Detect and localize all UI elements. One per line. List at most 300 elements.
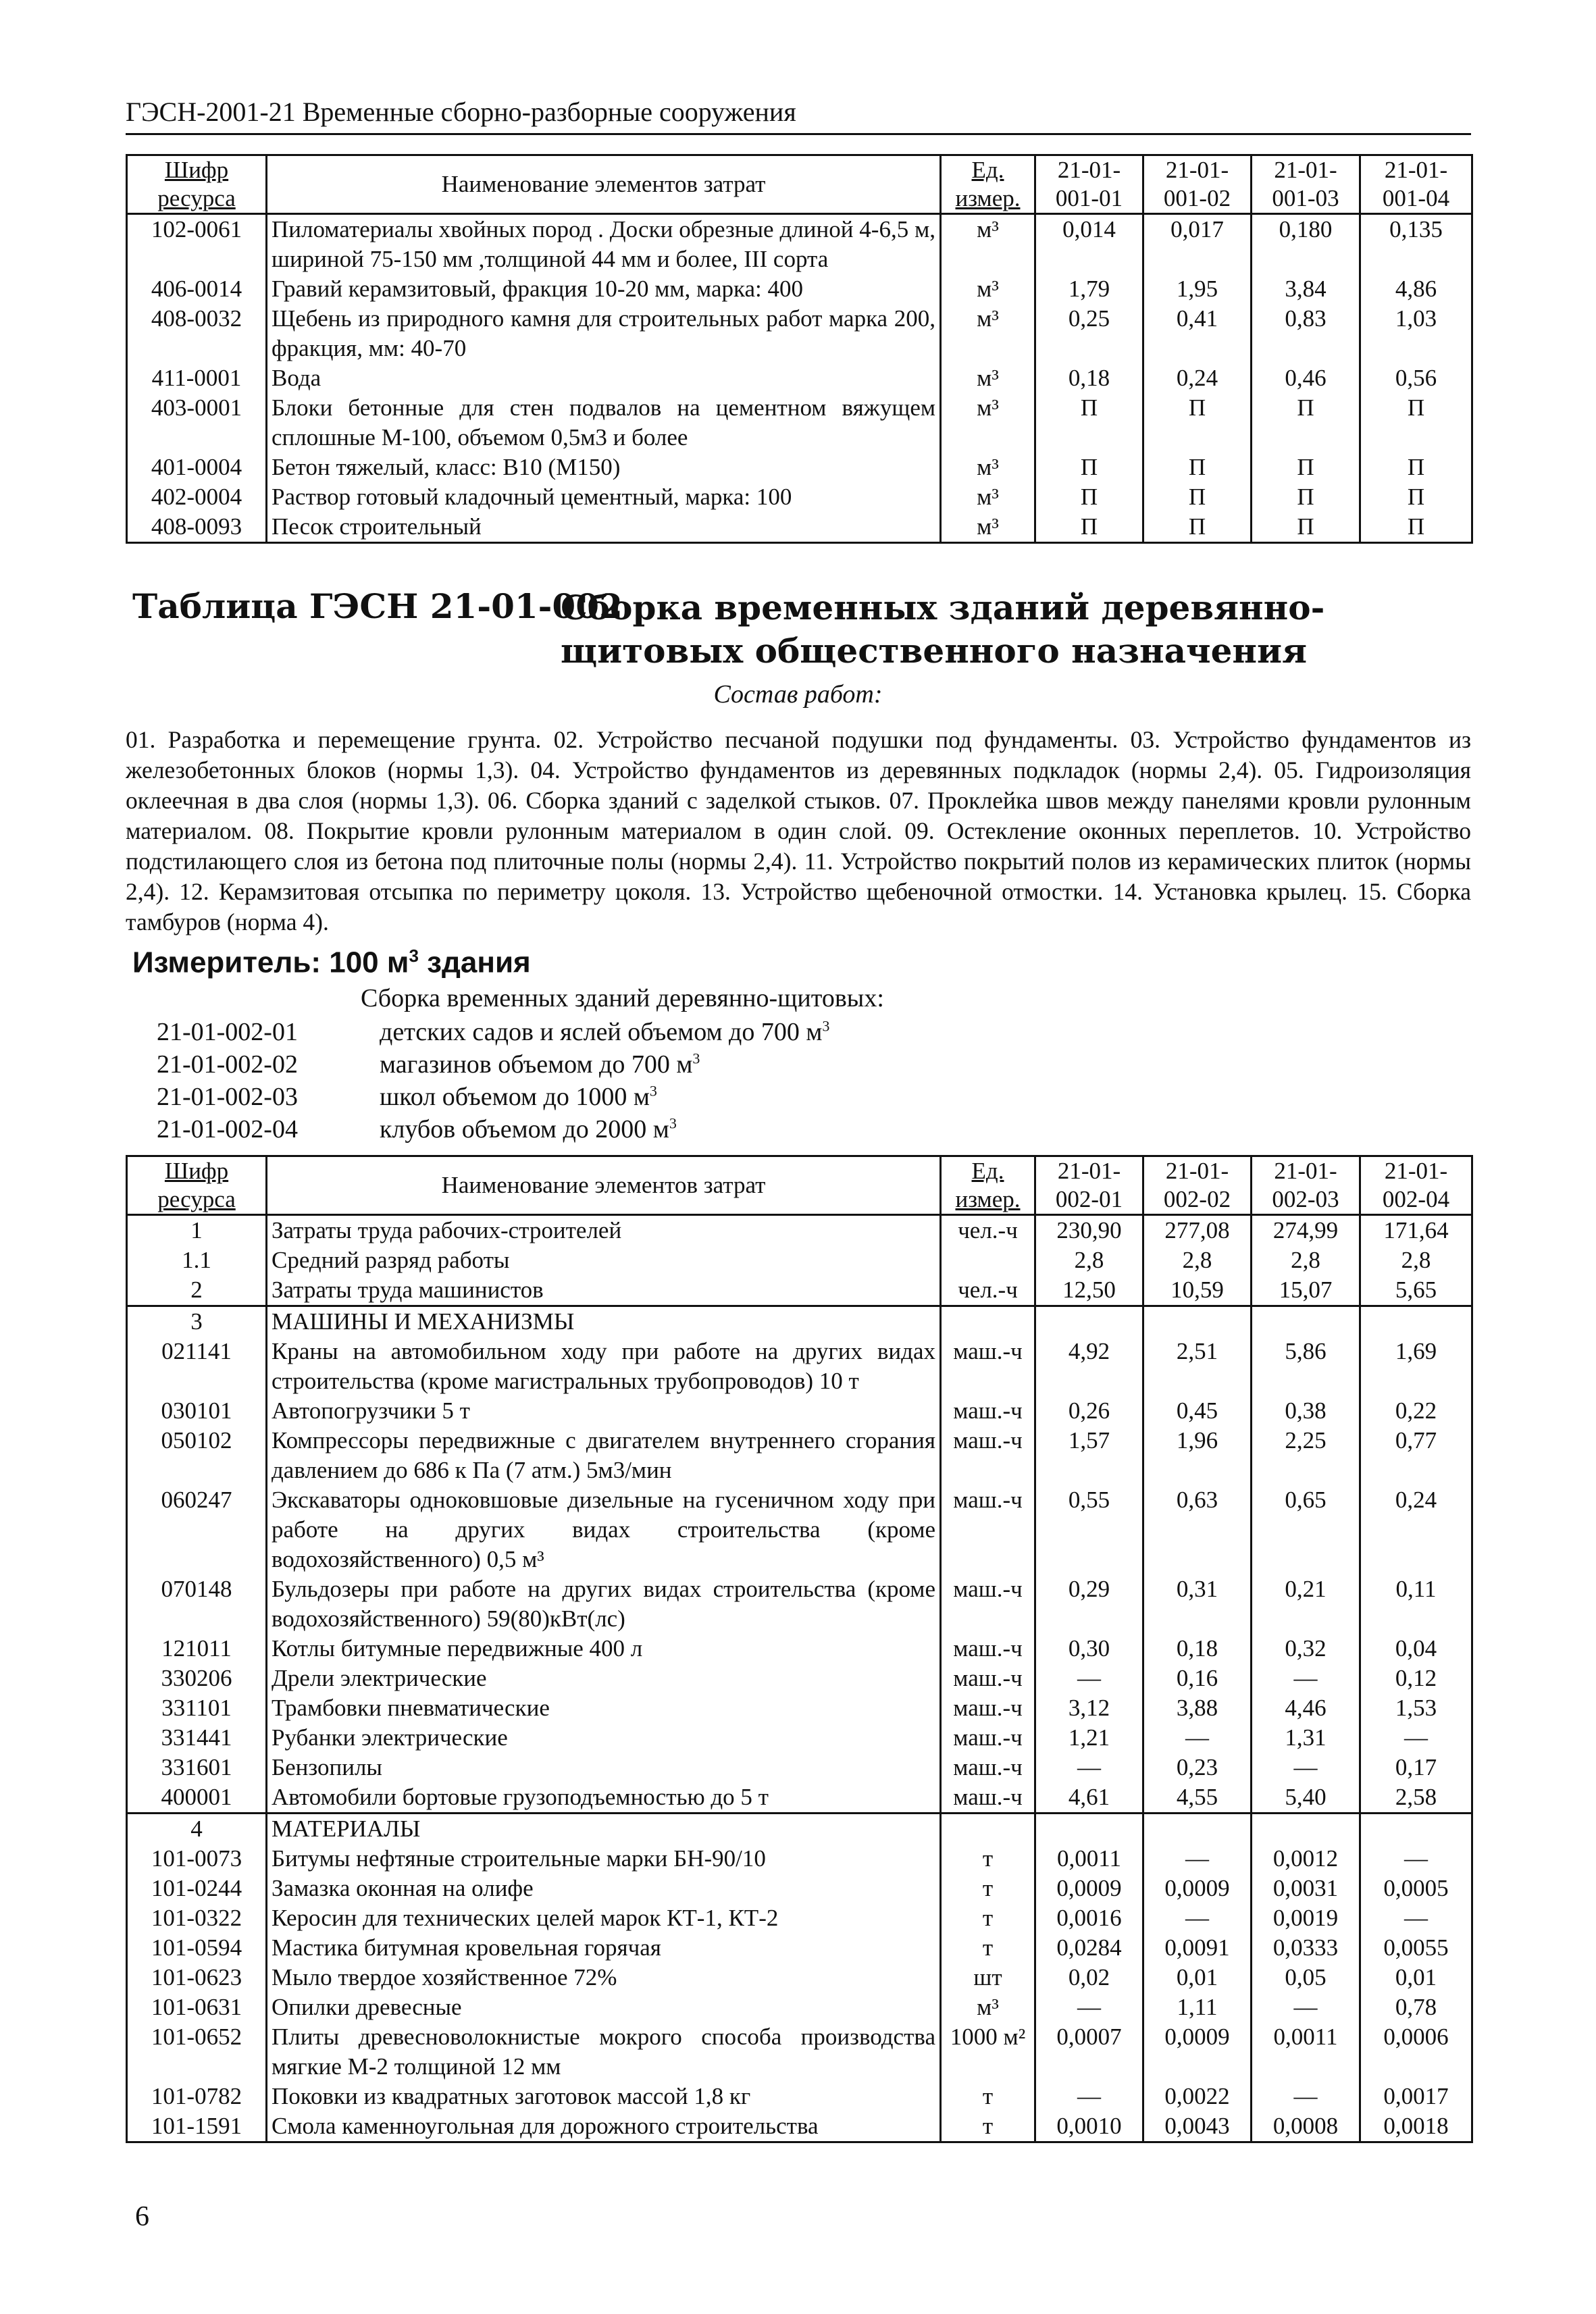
resource-code: 330206 bbox=[127, 1664, 267, 1693]
resource-value: 0,0008 bbox=[1252, 2111, 1360, 2142]
resource-value: 3,12 bbox=[1035, 1693, 1143, 1723]
resource-name: Гравий керамзитовый, фракция 10-20 мм, марка: 400 bbox=[267, 274, 941, 304]
resource-value: П bbox=[1360, 453, 1472, 482]
variant-sup: 3 bbox=[669, 1114, 677, 1132]
resource-value: 0,17 bbox=[1360, 1753, 1472, 1782]
resource-name: Автомобили бортовые грузоподъемностью до 5 т bbox=[267, 1782, 941, 1814]
resource-value: 1,21 bbox=[1035, 1723, 1143, 1753]
resource-value: 0,24 bbox=[1360, 1485, 1472, 1574]
table-row bbox=[127, 1664, 1472, 1693]
resource-code: 101-0244 bbox=[127, 1874, 267, 1903]
resource-unit: т bbox=[941, 2111, 1035, 2142]
resource-value: — bbox=[1252, 1992, 1360, 2022]
resource-value: 2,8 bbox=[1035, 1245, 1143, 1275]
resource-code: 121011 bbox=[127, 1634, 267, 1664]
resource-value: 4,55 bbox=[1143, 1782, 1252, 1814]
resource-value: 0,180 bbox=[1252, 214, 1360, 275]
resource-unit: чел.-ч bbox=[941, 1275, 1035, 1306]
resource-value: — bbox=[1143, 1903, 1252, 1933]
variant-sup: 3 bbox=[822, 1017, 830, 1035]
resource-code: 101-1591 bbox=[127, 2111, 267, 2142]
table-row bbox=[127, 274, 1472, 304]
header-unit: Ед. измер. bbox=[941, 155, 1035, 214]
resource-value: П bbox=[1143, 512, 1252, 543]
resource-unit: т bbox=[941, 2082, 1035, 2111]
table-row bbox=[127, 393, 1472, 453]
resource-value: 0,77 bbox=[1360, 1426, 1472, 1485]
resource-value: 3,88 bbox=[1143, 1693, 1252, 1723]
resource-value: 0,56 bbox=[1360, 363, 1472, 393]
resource-unit: м³ bbox=[941, 304, 1035, 363]
resource-unit: маш.-ч bbox=[941, 1574, 1035, 1634]
resource-code: 101-0594 bbox=[127, 1933, 267, 1963]
resource-unit: м³ bbox=[941, 363, 1035, 393]
resource-value: 0,22 bbox=[1360, 1396, 1472, 1426]
resource-value: 0,16 bbox=[1143, 1664, 1252, 1693]
table-row bbox=[127, 1782, 1472, 1814]
resource-value: 1,57 bbox=[1035, 1426, 1143, 1485]
table-row bbox=[127, 512, 1472, 543]
resource-value: 0,0031 bbox=[1252, 1874, 1360, 1903]
table-row bbox=[127, 1693, 1472, 1723]
resource-code: 101-0623 bbox=[127, 1963, 267, 1992]
resource-name: Бензопилы bbox=[267, 1753, 941, 1782]
resource-code: 070148 bbox=[127, 1574, 267, 1634]
header-code: Шифр ресурса bbox=[127, 155, 267, 214]
header-col-2: 21-01-001-02 bbox=[1143, 155, 1252, 214]
table-row bbox=[127, 1574, 1472, 1634]
resource-code: 401-0004 bbox=[127, 453, 267, 482]
resource-value: 0,01 bbox=[1143, 1963, 1252, 1992]
resource-value: 0,78 bbox=[1360, 1992, 1472, 2022]
resource-value: 230,90 bbox=[1035, 1215, 1143, 1246]
header-col-1: 21-01-002-01 bbox=[1035, 1156, 1143, 1215]
table-row bbox=[127, 482, 1472, 512]
resource-value: 0,11 bbox=[1360, 1574, 1472, 1634]
resource-value: 1,03 bbox=[1360, 304, 1472, 363]
resource-code: 101-0073 bbox=[127, 1844, 267, 1874]
resource-value bbox=[1360, 1306, 1472, 1337]
resource-value bbox=[1252, 1814, 1360, 1845]
variant-sup: 3 bbox=[692, 1050, 700, 1067]
resource-value: — bbox=[1035, 1992, 1143, 2022]
resource-value: 2,25 bbox=[1252, 1426, 1360, 1485]
table-row bbox=[127, 2111, 1472, 2142]
resource-value: 4,61 bbox=[1035, 1782, 1143, 1814]
resource-code: 1.1 bbox=[127, 1245, 267, 1275]
resource-code: 403-0001 bbox=[127, 393, 267, 453]
resource-unit: маш.-ч bbox=[941, 1337, 1035, 1396]
meter-sup: 3 bbox=[409, 946, 419, 966]
resource-value: 1,95 bbox=[1143, 274, 1252, 304]
resource-value: П bbox=[1143, 482, 1252, 512]
page-number: 6 bbox=[135, 2201, 149, 2232]
resource-value: 0,0009 bbox=[1035, 1874, 1143, 1903]
resource-value bbox=[1143, 1306, 1252, 1337]
resource-value: П bbox=[1035, 393, 1143, 453]
resource-value: 0,18 bbox=[1035, 363, 1143, 393]
variant-code: 21-01-002-01 bbox=[157, 1018, 298, 1046]
resource-code: 050102 bbox=[127, 1426, 267, 1485]
resource-code: 021141 bbox=[127, 1337, 267, 1396]
resource-unit: чел.-ч bbox=[941, 1215, 1035, 1246]
resource-unit: м³ bbox=[941, 512, 1035, 543]
resource-name: Песок строительный bbox=[267, 512, 941, 543]
resource-value: 0,21 bbox=[1252, 1574, 1360, 1634]
resource-value: — bbox=[1035, 1664, 1143, 1693]
resource-unit: маш.-ч bbox=[941, 1426, 1035, 1485]
table-row bbox=[127, 1215, 1472, 1246]
resource-value: 0,01 bbox=[1360, 1963, 1472, 1992]
resource-code: 331101 bbox=[127, 1693, 267, 1723]
resource-name: Средний разряд работы bbox=[267, 1245, 941, 1275]
variant-code: 21-01-002-03 bbox=[157, 1083, 298, 1111]
resource-code: 030101 bbox=[127, 1396, 267, 1426]
resource-value: 0,55 bbox=[1035, 1485, 1143, 1574]
resource-code: 101-0782 bbox=[127, 2082, 267, 2111]
table-row bbox=[127, 1963, 1472, 1992]
resource-value: 0,65 bbox=[1252, 1485, 1360, 1574]
resource-name: Трамбовки пневматические bbox=[267, 1693, 941, 1723]
table-row bbox=[127, 1903, 1472, 1933]
resource-value: 0,25 bbox=[1035, 304, 1143, 363]
resource-value: П bbox=[1360, 482, 1472, 512]
resource-value: 15,07 bbox=[1252, 1275, 1360, 1306]
resource-value: 0,0010 bbox=[1035, 2111, 1143, 2142]
table-row bbox=[127, 1723, 1472, 1753]
resource-value: 0,26 bbox=[1035, 1396, 1143, 1426]
resource-value: 4,92 bbox=[1035, 1337, 1143, 1396]
table-row bbox=[127, 1396, 1472, 1426]
resource-code: 402-0004 bbox=[127, 482, 267, 512]
resource-code: 406-0014 bbox=[127, 274, 267, 304]
table-body bbox=[127, 1215, 1472, 2142]
resource-value: 1,69 bbox=[1360, 1337, 1472, 1396]
resource-unit: м³ bbox=[941, 1992, 1035, 2022]
resource-value: 5,40 bbox=[1252, 1782, 1360, 1814]
resource-value: 0,45 bbox=[1143, 1396, 1252, 1426]
table-header-row bbox=[127, 1156, 1472, 1215]
resource-value: — bbox=[1252, 1753, 1360, 1782]
meter-prefix: Измеритель: 100 м bbox=[132, 946, 409, 979]
variant-text: магазинов объемом до 700 м bbox=[380, 1050, 693, 1079]
resource-name: Мастика битумная кровельная горячая bbox=[267, 1933, 941, 1963]
resource-value: 0,0009 bbox=[1143, 2022, 1252, 2082]
resource-value: 0,017 bbox=[1143, 214, 1252, 275]
resource-value: П bbox=[1035, 512, 1143, 543]
resource-code: 101-0631 bbox=[127, 1992, 267, 2022]
resource-code: 101-0652 bbox=[127, 2022, 267, 2082]
resource-value: 0,0043 bbox=[1143, 2111, 1252, 2142]
resource-value: П bbox=[1252, 453, 1360, 482]
resource-name: Вода bbox=[267, 363, 941, 393]
resource-value bbox=[1035, 1814, 1143, 1845]
resource-value: 4,46 bbox=[1252, 1693, 1360, 1723]
resource-name: МАТЕРИАЛЫ bbox=[267, 1814, 941, 1845]
variant-item bbox=[157, 1017, 829, 1047]
resource-value: 0,0005 bbox=[1360, 1874, 1472, 1903]
resource-value: 0,46 bbox=[1252, 363, 1360, 393]
resource-name: МАШИНЫ И МЕХАНИЗМЫ bbox=[267, 1306, 941, 1337]
resource-value: — bbox=[1035, 1753, 1143, 1782]
resource-value: — bbox=[1143, 1723, 1252, 1753]
resource-unit: маш.-ч bbox=[941, 1396, 1035, 1426]
table-row bbox=[127, 2082, 1472, 2111]
resource-value: 0,32 bbox=[1252, 1634, 1360, 1664]
header-col-4: 21-01-001-04 bbox=[1360, 155, 1472, 214]
resource-value: — bbox=[1035, 2082, 1143, 2111]
resource-value: 0,29 bbox=[1035, 1574, 1143, 1634]
resource-value: П bbox=[1035, 453, 1143, 482]
meter-suffix: здания bbox=[418, 946, 531, 979]
resource-value: 0,135 bbox=[1360, 214, 1472, 275]
resource-value: 0,0007 bbox=[1035, 2022, 1143, 2082]
resource-value: 171,64 bbox=[1360, 1215, 1472, 1246]
resource-name: Котлы битумные передвижные 400 л bbox=[267, 1634, 941, 1664]
resource-value: 1,96 bbox=[1143, 1426, 1252, 1485]
resource-name: Смола каменноугольная для дорожного строительства bbox=[267, 2111, 941, 2142]
resource-code: 331601 bbox=[127, 1753, 267, 1782]
section-header-row bbox=[127, 1814, 1472, 1845]
resource-value: 10,59 bbox=[1143, 1275, 1252, 1306]
resource-value: П bbox=[1143, 393, 1252, 453]
resource-value: — bbox=[1360, 1844, 1472, 1874]
variant-item bbox=[157, 1050, 700, 1079]
resource-value: 12,50 bbox=[1035, 1275, 1143, 1306]
resource-name: Замазка оконная на олифе bbox=[267, 1874, 941, 1903]
table-row bbox=[127, 363, 1472, 393]
resource-value: 1,31 bbox=[1252, 1723, 1360, 1753]
variant-text: клубов объемом до 2000 м bbox=[380, 1115, 669, 1143]
resource-value: 277,08 bbox=[1143, 1215, 1252, 1246]
table-body bbox=[127, 214, 1472, 543]
resource-unit: 1000 м² bbox=[941, 2022, 1035, 2082]
resource-value: 0,0019 bbox=[1252, 1903, 1360, 1933]
meter-line bbox=[132, 946, 531, 980]
resource-value: 0,02 bbox=[1035, 1963, 1143, 1992]
resource-unit bbox=[941, 1245, 1035, 1275]
table-row bbox=[127, 1874, 1472, 1903]
resource-value bbox=[1252, 1306, 1360, 1337]
header-col-3: 21-01-001-03 bbox=[1252, 155, 1360, 214]
resource-value: 1,11 bbox=[1143, 1992, 1252, 2022]
table-row bbox=[127, 1485, 1472, 1574]
resource-code: 4 bbox=[127, 1814, 267, 1845]
resource-value: П bbox=[1252, 482, 1360, 512]
resource-value: 0,12 bbox=[1360, 1664, 1472, 1693]
resource-value: 0,41 bbox=[1143, 304, 1252, 363]
resource-unit: м³ bbox=[941, 393, 1035, 453]
resource-name: Дрели электрические bbox=[267, 1664, 941, 1693]
resource-code: 1 bbox=[127, 1215, 267, 1246]
resource-value: — bbox=[1143, 1844, 1252, 1874]
resource-value: — bbox=[1360, 1723, 1472, 1753]
resource-value: 0,04 bbox=[1360, 1634, 1472, 1664]
resource-unit: маш.-ч bbox=[941, 1485, 1035, 1574]
resource-value bbox=[1035, 1306, 1143, 1337]
work-composition-label: Состав работ: bbox=[713, 680, 883, 709]
resource-value: 3,84 bbox=[1252, 274, 1360, 304]
resource-unit: маш.-ч bbox=[941, 1664, 1035, 1693]
table-header-row bbox=[127, 155, 1472, 214]
resource-value: 0,30 bbox=[1035, 1634, 1143, 1664]
resource-value: — bbox=[1252, 2082, 1360, 2111]
resource-value: 2,8 bbox=[1143, 1245, 1252, 1275]
resource-value: П bbox=[1035, 482, 1143, 512]
resource-name: Опилки древесные bbox=[267, 1992, 941, 2022]
resource-value: П bbox=[1360, 512, 1472, 543]
resource-name: Автопогрузчики 5 т bbox=[267, 1396, 941, 1426]
variant-item bbox=[157, 1082, 657, 1112]
variant-text: детских садов и яслей объемом до 700 м bbox=[380, 1018, 823, 1046]
resource-unit: маш.-ч bbox=[941, 1753, 1035, 1782]
resource-value: 274,99 bbox=[1252, 1215, 1360, 1246]
resource-value: — bbox=[1252, 1664, 1360, 1693]
table-row bbox=[127, 1426, 1472, 1485]
resource-name: Бульдозеры при работе на других видах строительства (кроме водохозяйственного) 59(80)кВт(лс) bbox=[267, 1574, 941, 1634]
resource-name: Рубанки электрические bbox=[267, 1723, 941, 1753]
resource-unit bbox=[941, 1814, 1035, 1845]
table-row bbox=[127, 1992, 1472, 2022]
resource-value: 0,05 bbox=[1252, 1963, 1360, 1992]
resource-unit: шт bbox=[941, 1963, 1035, 1992]
resource-value: П bbox=[1143, 453, 1252, 482]
resource-code: 411-0001 bbox=[127, 363, 267, 393]
resource-value: 2,8 bbox=[1360, 1245, 1472, 1275]
resource-value: 0,0091 bbox=[1143, 1933, 1252, 1963]
resource-name: Бетон тяжелый, класс: В10 (М150) bbox=[267, 453, 941, 482]
resource-value: 2,8 bbox=[1252, 1245, 1360, 1275]
resource-value: 1,79 bbox=[1035, 274, 1143, 304]
section-header-row bbox=[127, 1306, 1472, 1337]
table-row bbox=[127, 1753, 1472, 1782]
resource-value: 0,23 bbox=[1143, 1753, 1252, 1782]
resource-value: 2,58 bbox=[1360, 1782, 1472, 1814]
resource-code: 331441 bbox=[127, 1723, 267, 1753]
resource-name: Компрессоры передвижные с двигателем внутреннего сгорания давлением до 686 к Па (7 атм.) 5м3/мин bbox=[267, 1426, 941, 1485]
table-row bbox=[127, 1844, 1472, 1874]
resource-unit: т bbox=[941, 1903, 1035, 1933]
resource-unit: маш.-ч bbox=[941, 1782, 1035, 1814]
variant-code: 21-01-002-04 bbox=[157, 1115, 298, 1143]
resource-name: Щебень из природного камня для строительных работ марка 200, фракция, мм: 40-70 bbox=[267, 304, 941, 363]
resource-value: 0,38 bbox=[1252, 1396, 1360, 1426]
header-code: Шифр ресурса bbox=[127, 1156, 267, 1215]
resource-unit: м³ bbox=[941, 274, 1035, 304]
header-col-4: 21-01-002-04 bbox=[1360, 1156, 1472, 1215]
resource-unit: т bbox=[941, 1844, 1035, 1874]
resource-name: Плиты древесноволокнистые мокрого способа производства мягкие М-2 толщиной 12 мм bbox=[267, 2022, 941, 2082]
resource-name: Затраты труда машинистов bbox=[267, 1275, 941, 1306]
resource-code: 408-0032 bbox=[127, 304, 267, 363]
resource-name: Поковки из квадратных заготовок массой 1,8 кг bbox=[267, 2082, 941, 2111]
resource-code: 400001 bbox=[127, 1782, 267, 1814]
resource-name: Битумы нефтяные строительные марки БН-90/10 bbox=[267, 1844, 941, 1874]
resource-unit bbox=[941, 1306, 1035, 1337]
resource-value: 0,24 bbox=[1143, 363, 1252, 393]
resource-unit: м³ bbox=[941, 482, 1035, 512]
header-unit: Ед. измер. bbox=[941, 1156, 1035, 1215]
resource-value: 0,0016 bbox=[1035, 1903, 1143, 1933]
header-name: Наименование элементов затрат bbox=[267, 1156, 941, 1215]
resource-value: 0,31 bbox=[1143, 1574, 1252, 1634]
resource-value: 5,86 bbox=[1252, 1337, 1360, 1396]
resource-value: 0,0012 bbox=[1252, 1844, 1360, 1874]
resource-value: 0,0284 bbox=[1035, 1933, 1143, 1963]
resource-unit: м³ bbox=[941, 214, 1035, 275]
table-subject-title: Сборка временных зданий деревянно-щитовых общественного назначения bbox=[561, 588, 1325, 671]
resource-code: 102-0061 bbox=[127, 214, 267, 275]
resource-value: 1,53 bbox=[1360, 1693, 1472, 1723]
table-row bbox=[127, 1337, 1472, 1396]
table-row bbox=[127, 1933, 1472, 1963]
variant-sup: 3 bbox=[649, 1082, 657, 1100]
resource-value bbox=[1143, 1814, 1252, 1845]
resource-name: Раствор готовый кладочный цементный, марка: 100 bbox=[267, 482, 941, 512]
running-head: ГЭСН-2001-21 Временные сборно-разборные сооружения bbox=[126, 96, 1471, 135]
resource-value: П bbox=[1252, 512, 1360, 543]
variants-intro: Сборка временных зданий деревянно-щитовых: bbox=[361, 984, 884, 1012]
resource-code: 3 bbox=[127, 1306, 267, 1337]
resource-unit: маш.-ч bbox=[941, 1693, 1035, 1723]
resource-value: 0,0018 bbox=[1360, 2111, 1472, 2142]
resource-code: 2 bbox=[127, 1275, 267, 1306]
resource-unit: маш.-ч bbox=[941, 1723, 1035, 1753]
table-label: Таблица ГЭСН 21-01-002 bbox=[132, 586, 623, 626]
header-col-3: 21-01-002-03 bbox=[1252, 1156, 1360, 1215]
table-row bbox=[127, 1634, 1472, 1664]
resource-code: 060247 bbox=[127, 1485, 267, 1574]
resource-unit: маш.-ч bbox=[941, 1634, 1035, 1664]
resource-unit: м³ bbox=[941, 453, 1035, 482]
resource-name: Экскаваторы одноковшовые дизельные на гусеничном ходу при работе на других видах строительства (кроме водохозяйственного) 0,5 м³ bbox=[267, 1485, 941, 1574]
resource-value: 0,0006 bbox=[1360, 2022, 1472, 2082]
resource-value: 0,83 bbox=[1252, 304, 1360, 363]
table-row bbox=[127, 1245, 1472, 1275]
resource-unit: т bbox=[941, 1933, 1035, 1963]
header-col-2: 21-01-002-02 bbox=[1143, 1156, 1252, 1215]
resource-value: 5,65 bbox=[1360, 1275, 1472, 1306]
resource-name: Затраты труда рабочих-строителей bbox=[267, 1215, 941, 1246]
resource-value: 0,63 bbox=[1143, 1485, 1252, 1574]
resource-name: Блоки бетонные для стен подвалов на цементном вяжущем сплошные М-100, объемом 0,5м3 и более bbox=[267, 393, 941, 453]
resource-value bbox=[1360, 1814, 1472, 1845]
resource-table-002 bbox=[126, 1155, 1473, 2143]
resource-value: П bbox=[1252, 393, 1360, 453]
resource-unit: т bbox=[941, 1874, 1035, 1903]
resource-value: П bbox=[1360, 393, 1472, 453]
resource-name: Краны на автомобильном ходу при работе на других видах строительства (кроме магистральных трубопроводов) 10 т bbox=[267, 1337, 941, 1396]
variant-code: 21-01-002-02 bbox=[157, 1050, 298, 1079]
resource-value: 0,0333 bbox=[1252, 1933, 1360, 1963]
resource-name: Керосин для технических целей марок КТ-1, КТ-2 bbox=[267, 1903, 941, 1933]
resource-value: 0,18 bbox=[1143, 1634, 1252, 1664]
work-composition-text: 01. Разработка и перемещение грунта. 02. Устройство песчаной подушки под фундаменты. 03. Устройство фундаментов из железобетонных блоков (нормы 1,3). 04. Устройство фундаментов из деревянных подкладок (нормы 2,4). 05. Гидроизоляция оклеечная в два слоя (нормы 1,3). 06. Сборка зданий с заделкой стыков. 07. Проклейка швов между панелями кровли рулонным материалом. 08. Покрытие кровли рулонным материалом в один слой. 09. Остекление оконных переплетов. 10. Устройство подстилающего слоя из бетона под плиточные полы (нормы 2,4). 11. Устройство покрытий полов из керамических плиток (нормы 2,4). 12. Керамзитовая отсыпка по периметру цоколя. 13. Устройство щебеночной отмостки. 14. Установка крылец. 15. Сборка тамбуров (норма 4). bbox=[126, 726, 1471, 935]
table-row bbox=[127, 214, 1472, 275]
resource-value: 0,0011 bbox=[1252, 2022, 1360, 2082]
header-name: Наименование элементов затрат bbox=[267, 155, 941, 214]
resource-value: — bbox=[1360, 1903, 1472, 1933]
variant-item bbox=[157, 1114, 677, 1144]
resource-value: 2,51 bbox=[1143, 1337, 1252, 1396]
resource-value: 0,0017 bbox=[1360, 2082, 1472, 2111]
resource-name: Пиломатериалы хвойных пород . Доски обрезные длиной 4-6,5 м, шириной 75-150 мм ,толщиной 44 мм и более, III сорта bbox=[267, 214, 941, 275]
variant-text: школ объемом до 1000 м bbox=[380, 1083, 650, 1111]
header-col-1: 21-01-001-01 bbox=[1035, 155, 1143, 214]
resource-value: 0,0011 bbox=[1035, 1844, 1143, 1874]
resource-code: 408-0093 bbox=[127, 512, 267, 543]
table-row bbox=[127, 453, 1472, 482]
